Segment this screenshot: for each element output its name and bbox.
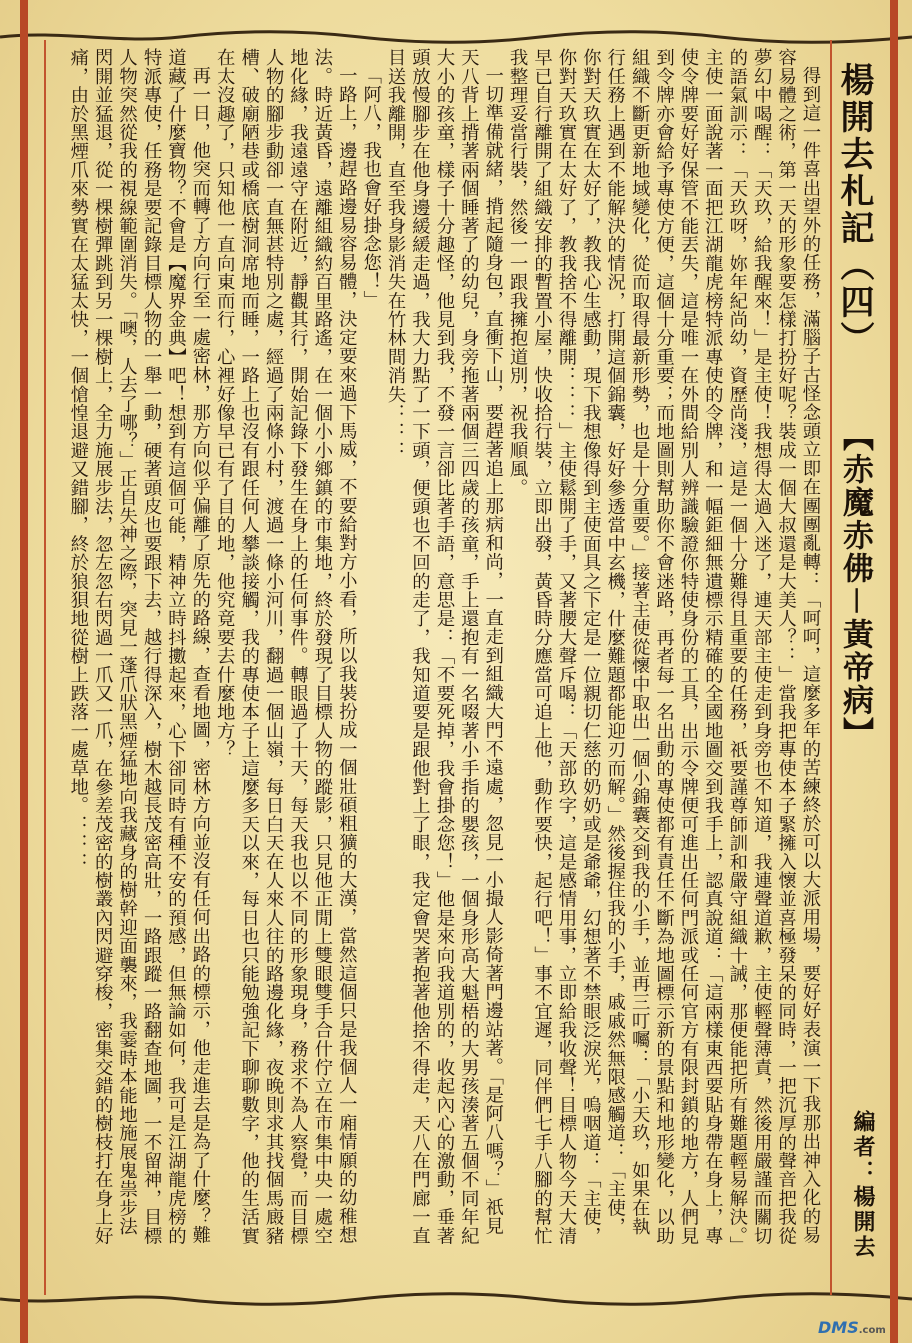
left-red-border [20,0,28,1343]
paragraph: 再一日，他突而轉了方向行至一處密林，那方向似乎偏離了原先的路線，查看地圖，密林方向並沒有任何出路的標示，他走進去是為了什麼？難道藏了什麼寶物？不會是【魔界金典】吧！想到有這個可能，精神立時抖擻起來，心下卻同時有種不安的預感，但無論如何，我可是江湖龍虎榜的特派專使，任務是要記錄目標人物的一舉一動，硬著頭皮也要跟下去，越行得深入，樹木越長茂密高壯，一路跟蹤一路翻查地圖，一不留神，目標人物突然從我的視線範圍消失。「噢，人去了哪？」正自失神之際，突見一蓬爪狀黑煙猛地向我藏身的樹幹迎面襲來，我霎時本能地施展鬼祟步法閃開並猛退，從一棵樹彈跳到另一棵樹上，全力施展步法，忽左忽右閃過一爪又一爪，在參差茂密的樹叢內閃避穿梭，密集交錯的樹枝打在身上好痛，由於黑煙爪來勢實在太猛太快，一個愴惶退避又錯腳，終於狼狽地從樹上跌落一處草地。：：： [67,48,211,1245]
left-column-divider [44,40,46,1295]
paragraph: 一路上，邊趕路邊易容易體，決定要來過下馬威，不要給對方小看，所以我裝扮成一個壯碩粗獷的大漢，當然這個只是我個人一廂情願的幼稚想法。時近黃昏，遠離組織約百里路遙，在一個小小鄉鎮的市集地，終於發現了目標人物的蹤影，只見他正閒上雙眼雙手合什佇立在市集中央一處空地化緣，我遠遠守在附近，靜觀其行，開始記錄下發生在身上的任何事件。轉眼過了十天，每天我也以不同的形象現身，務求不為人察覺，而目標人物的腳步動卻一直無甚特別之處，經過了兩條小村，渡過一條小河川，翻過一個山嶺，每日白天在人來人往的路邊化緣，夜晚則求其找個馬廄豬槽、破廟陋巷或橋底樹洞席地而睡，一路上也沒有跟任何人攀談接觸，我的專使本子上這麼多天以來，每日也只能勉強記下聊聊數字，他的生活實在太沒趣了，只知他一直向東而行，心裡好像早已有了目的地，他究竟要去什麼地方？ [214,48,358,1245]
paragraph: 「阿八，我也會好掛念您！」 [360,66,382,310]
top-decorative-border [0,30,912,44]
editor-credit: 編者：楊開去 [850,1110,876,1260]
article-subtitle: 【赤魔赤佛－黃帝病】 [837,420,873,750]
paragraph: 一切準備就緒，揹起隨身包，直衝下山，要趕著追上那病和尚，一直走到組織大門不遠處，忽見一小撮人影倚著門邊站著。「是阿八嗎？」祇見天八背上揹著兩個睡著了的幼兒，身旁拖著兩個三四歲的孩童，手上還抱有一名啜著小手指的嬰孩，一個身形高大魁梧的大男孩湊著五個不同年紀大小的孩童，樣子十分趣怪，他見到我，不發一言卻比著手語，意思是：「不要死掉，我會掛念您！」他是來向我道別的，收起內心的激動，垂著頭放慢腳步在他身邊緩緩走過，我大力點了一下頭，便頭也不回的走了，我知道要是跟他對上了眼，我定會哭著抱著他捨不得走，天八在門廊一直目送我離開，直至我身影消失在竹林間消失：：： [385,48,504,1245]
article-body [60,48,822,1248]
paragraph: 得到這一件喜出望外的任務，滿腦子古怪念頭立即在團團亂轉：「呵呵，這麼多年的苦練終於可以大派用場，要好好表演一下我那出神入化的易容易體之術，第一天的形象要怎樣打扮好呢？裝成一個大叔還是大美人？：」當我把專使本子緊擁入懷並喜極發呆的同時，一把沉厚的聲音把我從夢幻中喝醒：「天玖，給我醒來！」是主使！我想得太過入迷了，連天部主使走到身旁也不知道，我連聲道歉，主使輕聲薄責，然後用嚴謹而關切的語氣訓示：「天玖呀，妳年紀尚幼，資歷尚淺，這是一個十分難得且重要的任務，祇要謹尊師訓和嚴守組織十誡，那便能把所有難題輕易解決。」主使一面說著一面把江湖龍虎榜特派專使的令牌，和一幅鉅細無遺標示精確的全國地圖交到我手上，認真說道：「這兩樣東西要貼身帶在身上，專使令牌要好好保管不能丟失，這是唯一在外間給別人辨識驗證你特使身份的工具，出示令牌便可進出任何門派或任何官方有限封鎖的地方，人們見到令牌亦會給予專使方便，這個十分重要；而地圖則幫助你不會迷路，再者每一名出動的專使都有責任不斷為地圖標示新的景點和地形變化，以助組織不斷更新地域變化，從而取得最新形勢，也是十分重要。」接著主使從懷中取出一個小錦囊交到我的小手，並再三叮囑：「小天玖，如果在執行任務上遇到不能解決的情況，打開這個錦囊，好好參透當中玄機，什麼難題都能迎刃而解。」然後握住我的小手，戚戚然無限感觸道：「主使，你對天玖實在太好了，教我心生感動，現下我想像得到主使面具之下定是一位親切仁慈的奶奶或是爺爺，幻想著不禁眼泛淚光，嗚咽道：「主使，你對天玖實在太好了，教我捨不得離開：：：」主使鬆開了手，又著腰大聲斥喝：「天部玖字，這是感情用事，立即給我收聲！目標人物今天大清早已自行離開了組織安排的暫置小屋，快收拾行裝，立即出發，黃昏時分應當可追上他，動作要快，起行吧！」事不宜遲，同伴們七手八腳的幫忙我整理妥當行裝，然後一一跟我擁抱道別，祝我順風。 [507,48,821,1246]
page-title: 楊開去札記（四） [834,62,874,358]
bottom-decorative-border [0,1292,912,1306]
site-watermark [818,1318,908,1340]
watermark-logo: DMS [818,1318,859,1337]
right-red-border [890,0,898,1343]
watermark-suffix: .com [858,1325,886,1336]
